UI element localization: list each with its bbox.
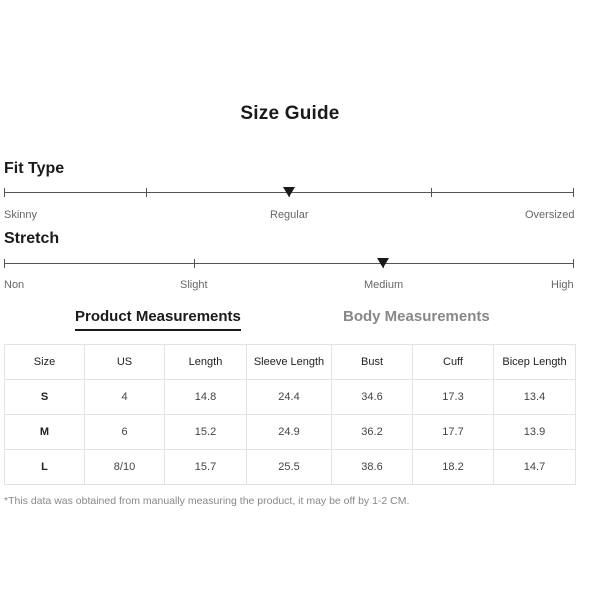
- column-header: Sleeve Length: [247, 345, 332, 380]
- column-header: Size: [5, 345, 85, 380]
- table-cell: 17.3: [413, 380, 494, 415]
- table-cell: 8/10: [85, 450, 165, 485]
- table-cell: L: [5, 450, 85, 485]
- stretch-label-non: Non: [4, 279, 25, 291]
- table-cell: 24.9: [247, 415, 332, 450]
- table-cell: 14.8: [165, 380, 247, 415]
- stretch-label-medium: Medium: [364, 279, 404, 291]
- table-row: [5, 450, 576, 485]
- stretch-scale: [4, 259, 574, 269]
- table-cell: 13.4: [494, 380, 576, 415]
- table-cell: 25.5: [247, 450, 332, 485]
- stretch-marker-icon: [377, 258, 389, 268]
- table-cell: 38.6: [332, 450, 413, 485]
- fit-label-regular: Regular: [270, 209, 309, 221]
- table-cell: 13.9: [494, 415, 576, 450]
- table-cell: 18.2: [413, 450, 494, 485]
- tab-product-measurements[interactable]: Product Measurements: [75, 308, 241, 325]
- table-cell: 6: [85, 415, 165, 450]
- column-header: US: [85, 345, 165, 380]
- column-header: Bicep Length: [494, 345, 576, 380]
- table-row: [5, 380, 576, 415]
- fit-label-skinny: Skinny: [4, 209, 38, 221]
- fit-label-oversized: Oversized: [525, 209, 575, 221]
- size-table: [4, 344, 576, 485]
- measurement-note: *This data was obtained from manually measuring the product, it may be off by 1-2 CM.: [4, 495, 410, 507]
- tab-body-measurements[interactable]: Body Measurements: [343, 308, 490, 325]
- table-cell: 24.4: [247, 380, 332, 415]
- table-cell: 15.7: [165, 450, 247, 485]
- table-row: [5, 415, 576, 450]
- table-cell: 34.6: [332, 380, 413, 415]
- column-header: Bust: [332, 345, 413, 380]
- fit-type-heading: Fit Type: [4, 160, 65, 177]
- table-cell: 36.2: [332, 415, 413, 450]
- column-header: Cuff: [413, 345, 494, 380]
- fit-type-marker-icon: [283, 187, 295, 197]
- stretch-label-slight: Slight: [180, 279, 208, 291]
- table-cell: 17.7: [413, 415, 494, 450]
- page-title: Size Guide: [240, 103, 340, 124]
- table-cell: 15.2: [165, 415, 247, 450]
- fit-type-scale: [4, 188, 574, 198]
- stretch-label-high: High: [551, 279, 574, 291]
- table-cell: 14.7: [494, 450, 576, 485]
- table-header-row: [5, 345, 576, 380]
- column-header: Length: [165, 345, 247, 380]
- stretch-heading: Stretch: [4, 230, 60, 247]
- table-cell: M: [5, 415, 85, 450]
- table-cell: S: [5, 380, 85, 415]
- table-cell: 4: [85, 380, 165, 415]
